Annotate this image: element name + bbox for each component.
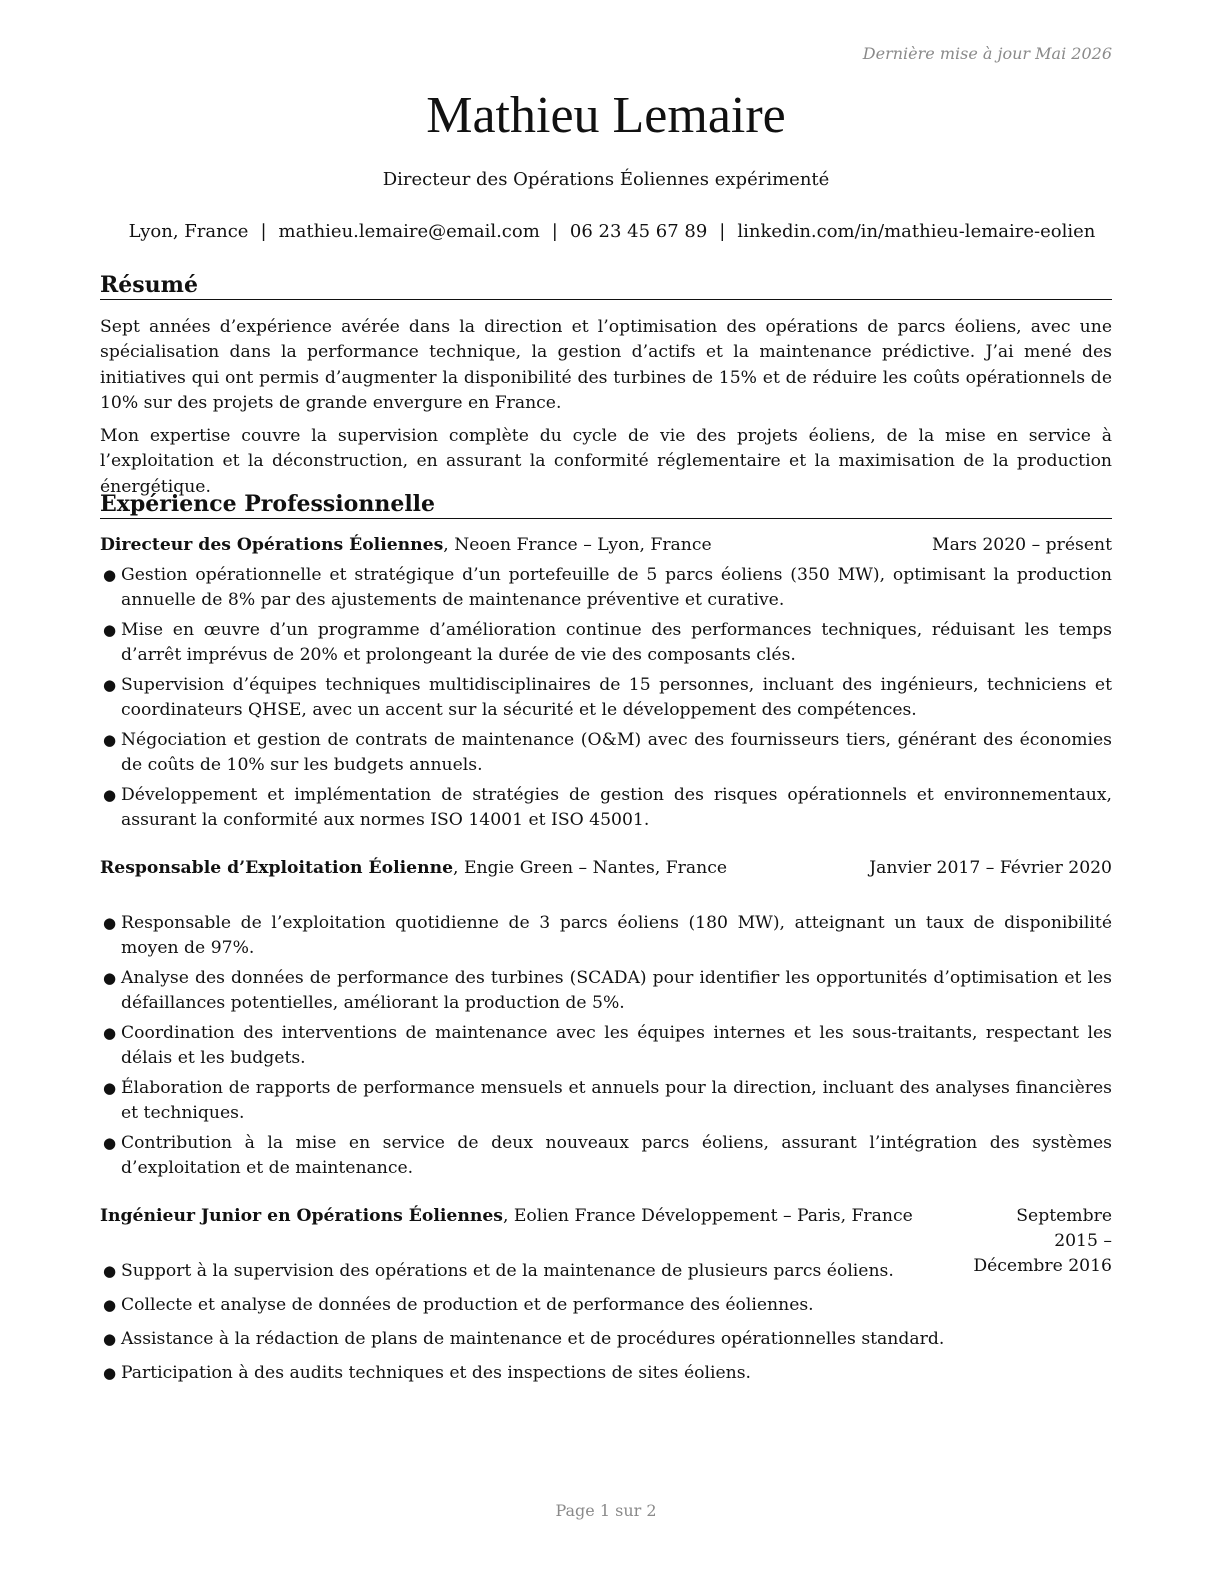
bullet-icon: ● [103,1079,117,1097]
job-title: Responsable d’Exploitation Éolienne [100,858,454,878]
bullet-icon: ● [103,676,117,694]
bullet-icon: ● [103,1296,117,1314]
summary-paragraph: Sept années d’expérience avérée dans la direction et l’optimisation des opérations de parcs éoliens, avec une spécialisation dans la performance technique, la gestion d’actifs et la maintenance prédictive. J’ai mené des initiatives qui ont permis d’augmenter la disponibilité des turbines de 15% et de réduire les coûts opérationnels de 10% sur des projets de grande envergure en France. [100,317,1112,413]
last-updated: Dernière mise à jour Mai 2026 [862,44,1112,63]
list-item: ● Analyse des données de performance des turbines (SCADA) pour identifier les opportunités d’optimisation et les défaillances potentielles, améliorant la production de 5%. [103,968,1112,1013]
page-number: Page 1 sur 2 [555,1501,657,1520]
list-item: ● Coordination des interventions de maintenance avec les équipes internes et les sous-traitants, respectant les délais et les budgets. [103,1023,1112,1068]
resume-page [100,0,1112,1584]
candidate-name: Mathieu Lemaire [426,87,786,144]
bullet-icon: ● [103,1134,117,1152]
bullet-icon: ● [103,1262,117,1280]
job-company: , Neoen France – Lyon, France [443,535,712,555]
contact-location: Lyon, France [128,221,249,242]
bullet-icon: ● [103,914,117,932]
job-bullets [100,1259,1112,1386]
contact-separator: | [719,221,726,242]
list-item: ● Support à la supervision des opérations et de la maintenance de plusieurs parcs éoliens. [100,1259,1112,1284]
job-header [100,533,1112,558]
bullet-icon: ● [103,566,117,584]
job-dates: Mars 2020 – présent [932,535,1112,555]
job-company: , Eolien France Développement – Paris, France [502,1206,913,1226]
contact-separator: | [260,221,267,242]
list-item: ● Négociation et gestion de contrats de maintenance (O&M) avec des fournisseurs tiers, générant des économies de coûts de 10% sur les budgets annuels. [103,730,1112,775]
bullet-icon: ● [103,1024,117,1042]
job-bullets [100,911,1112,1181]
bullet-icon: ● [103,969,117,987]
list-item: ● Responsable de l’exploitation quotidienne de 3 parcs éoliens (180 MW), atteignant un taux de disponibilité moyen de 97%. [103,913,1112,958]
bullet-icon: ● [103,1330,117,1348]
contact-line [0,220,1224,244]
job-company: , Engie Green – Nantes, France [453,858,728,878]
job-bullets [100,563,1112,833]
bullet-icon: ● [103,621,117,639]
summary-paragraph: Mon expertise couvre la supervision complète du cycle de vie des projets éoliens, de la mise en service à l’exploitation et la déconstruction, en assurant la conformité réglementaire et la maximisation de la production énergétique. [100,426,1112,497]
contact-separator: | [551,221,558,242]
list-item: ● Mise en œuvre d’un programme d’amélioration continue des performances techniques, réduisant les temps d’arrêt imprévus de 20% et prolongeant la durée de vie des composants clés. [103,620,1112,665]
contact-phone: 06 23 45 67 89 [569,221,708,242]
bullet-icon: ● [103,786,117,804]
summary-heading: Résumé [100,271,1112,300]
job-title: Directeur des Opérations Éoliennes [100,535,444,555]
job-dates: Janvier 2017 – Février 2020 [869,858,1112,878]
list-item: ● Assistance à la rédaction de plans de maintenance et de procédures opérationnelles standard. [100,1327,1112,1352]
list-item: ● Participation à des audits techniques et des inspections de sites éoliens. [100,1361,1112,1386]
contact-linkedin[interactable]: linkedin.com/in/mathieu-lemaire-eolien [737,221,1096,242]
bullet-icon: ● [103,1364,117,1382]
list-item: ● Élaboration de rapports de performance mensuels et annuels pour la direction, incluant des analyses financières et techniques. [103,1078,1112,1123]
job-title: Ingénieur Junior en Opérations Éoliennes [100,1206,503,1226]
job-dates: Septembre 2015 – Décembre 2016 [973,1206,1112,1276]
list-item: ● Gestion opérationnelle et stratégique d’un portefeuille de 5 parcs éoliens (350 MW), optimisant la production annuelle de 8% par des ajustements de maintenance préventive et curative. [103,565,1112,610]
bullet-icon: ● [103,731,117,749]
contact-email[interactable]: mathieu.lemaire@email.com [278,221,540,242]
tagline: Directeur des Opérations Éoliennes expérimenté [382,169,830,190]
list-item: ● Contribution à la mise en service de deux nouveaux parcs éoliens, assurant l’intégration des systèmes d’exploitation et de maintenance. [103,1133,1112,1178]
list-item: ● Supervision d’équipes techniques multidisciplinaires de 15 personnes, incluant des ingénieurs, techniciens et coordinateurs QHSE, avec un accent sur la sécurité et le développement des compétences. [103,675,1112,720]
list-item: ● Collecte et analyse de données de production et de performance des éoliennes. [100,1293,1112,1318]
list-item: ● Développement et implémentation de stratégies de gestion des risques opérationnels et environnementaux, assurant la conformité aux normes ISO 14001 et ISO 45001. [103,785,1112,830]
job-header [100,856,1112,881]
experience-heading: Expérience Professionnelle [100,490,1112,519]
